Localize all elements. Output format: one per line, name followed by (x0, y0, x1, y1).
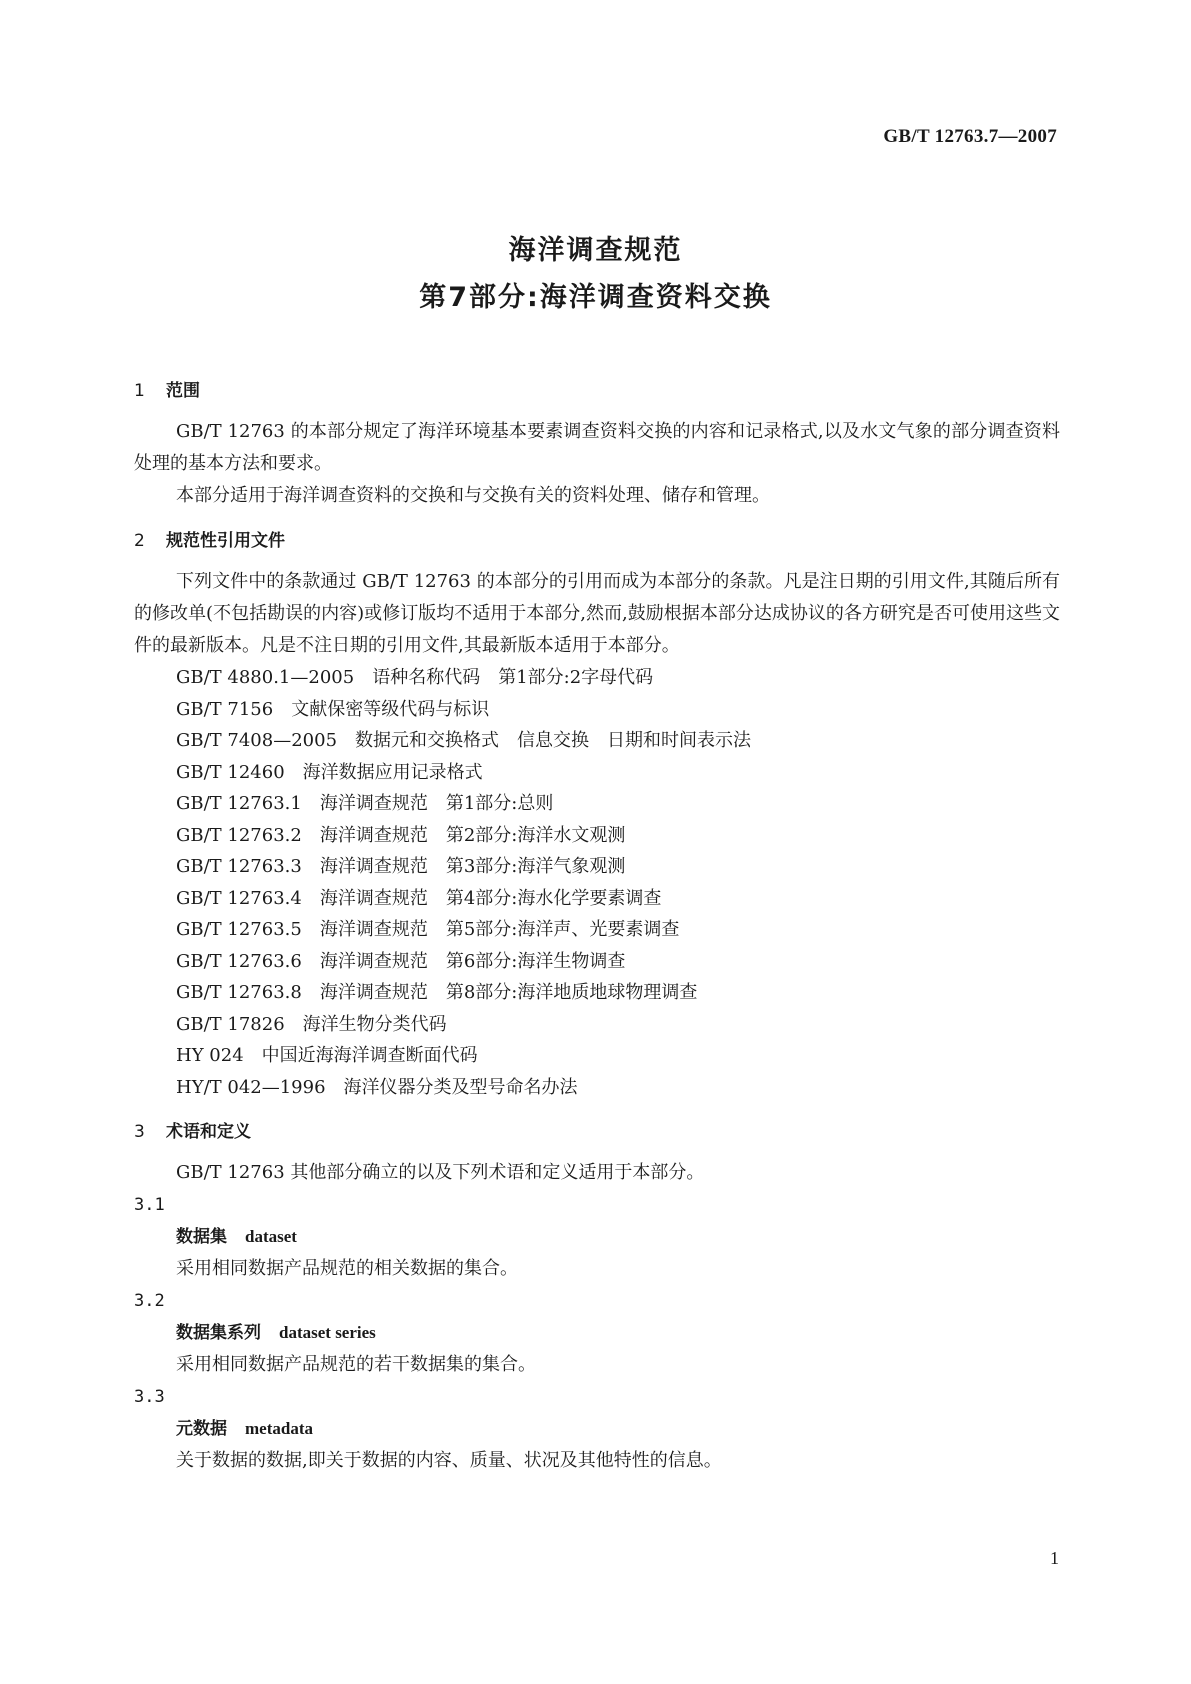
reference-code: GB/T 12763.8 (176, 982, 302, 1003)
reference-item (134, 946, 1060, 978)
reference-part: 第5部分:海洋声、光要素调查 (445, 919, 680, 940)
reference-item (134, 1009, 1060, 1041)
section-number: 1 (134, 381, 145, 401)
reference-item (134, 977, 1060, 1009)
term-number: 3.3 (134, 1387, 165, 1407)
reference-part: 第8部分:海洋地质地球物理调查 (445, 982, 698, 1003)
document-title-line2: 第7部分:海洋调查资料交换 (419, 282, 772, 313)
reference-code: GB/T 4880.1—2005 (176, 667, 355, 688)
reference-code: GB/T 12460 (176, 761, 285, 783)
term-zh: 元数据 (176, 1419, 227, 1439)
reference-code: GB/T 12763.2 (176, 824, 302, 846)
term-en: dataset (245, 1227, 297, 1246)
section-title: 术语和定义 (166, 1122, 251, 1142)
page-number: 1 (1050, 1548, 1059, 1568)
section-title: 规范性引用文件 (166, 531, 285, 551)
reference-item (134, 883, 1060, 915)
reference-code: GB/T 12763.5 (176, 919, 302, 940)
reference-item (134, 694, 1060, 726)
term-zh: 数据集系列 (176, 1323, 261, 1343)
term-en: metadata (245, 1419, 313, 1438)
section-heading-normative-references (134, 526, 1060, 556)
reference-item (134, 820, 1060, 852)
reference-part: 第1部分:总则 (445, 793, 554, 814)
reference-item (134, 788, 1060, 820)
reference-code: GB/T 17826 (176, 1013, 285, 1035)
term-number: 3.2 (134, 1291, 165, 1311)
reference-title: 海洋调查规范 (319, 982, 428, 1003)
standard-code: GB/T 12763.7—2007 (883, 126, 1057, 147)
term-en: dataset series (279, 1323, 376, 1342)
reference-title: 语种名称代码 (372, 667, 481, 688)
term-entry (134, 1413, 1060, 1445)
reference-code: GB/T 12763.6 (176, 950, 302, 972)
reference-title: 海洋调查规范 (319, 824, 428, 846)
document-body (134, 376, 1060, 1477)
reference-code: GB/T 12763.4 (176, 887, 302, 909)
reference-item (134, 1040, 1060, 1072)
reference-item (134, 1072, 1060, 1104)
term-entry (134, 1317, 1060, 1349)
reference-code: GB/T 7156 (176, 698, 274, 720)
reference-code: GB/T 12763.1 (176, 793, 302, 814)
paragraph: GB/T 12763 的本部分规定了海洋环境基本要素调查资料交换的内容和记录格式,以及水文气象的部分调查资料处理的基本方法和要求。 (134, 421, 1060, 474)
reference-title: 海洋仪器分类及型号命名办法 (343, 1076, 578, 1098)
reference-part: 信息交换 日期和时间表示法 (517, 730, 752, 751)
reference-list (134, 662, 1060, 1103)
reference-title: 海洋调查规范 (319, 919, 428, 940)
section-title: 范围 (166, 381, 200, 401)
reference-item (134, 725, 1060, 757)
term-zh: 数据集 (176, 1227, 227, 1247)
reference-item (134, 662, 1060, 694)
reference-title: 海洋调查规范 (319, 950, 428, 972)
term-entry (134, 1221, 1060, 1253)
reference-item (134, 914, 1060, 946)
reference-code: GB/T 7408—2005 (176, 730, 338, 751)
reference-part: 第4部分:海水化学要素调查 (445, 887, 662, 909)
reference-title: 海洋调查规范 (319, 856, 428, 877)
reference-title: 海洋生物分类代码 (302, 1013, 447, 1035)
reference-title: 数据元和交换格式 (355, 730, 500, 751)
reference-title: 海洋调查规范 (319, 793, 428, 814)
paragraph: 本部分适用于海洋调查资料的交换和与交换有关的资料处理、储存和管理。 (176, 485, 770, 506)
term-number: 3.1 (134, 1195, 165, 1215)
paragraph: 下列文件中的条款通过 GB/T 12763 的本部分的引用而成为本部分的条款。凡是注日期的引用文件,其随后所有的修改单(不包括勘误的内容)或修订版均不适用于本部分,然而,鼓励根据本部分达成协议的各方研究是否可使用这些文件的最新版本。凡是不注日期的引用文件,其最新版本适用于本部分。 (134, 571, 1060, 656)
term-definition: 采用相同数据产品规范的若干数据集的集合。 (176, 1354, 536, 1375)
reference-part: 第3部分:海洋气象观测 (445, 856, 626, 877)
reference-code: HY 024 (176, 1045, 244, 1066)
term-definition: 采用相同数据产品规范的相关数据的集合。 (176, 1258, 518, 1279)
reference-part: 第1部分:2字母代码 (498, 667, 654, 688)
section-heading-scope (134, 376, 1060, 406)
reference-item (134, 851, 1060, 883)
reference-title: 文献保密等级代码与标识 (291, 698, 490, 720)
paragraph: GB/T 12763 其他部分确立的以及下列术语和定义适用于本部分。 (176, 1162, 705, 1183)
reference-title: 中国近海海洋调查断面代码 (261, 1045, 478, 1066)
section-number: 2 (134, 531, 145, 551)
reference-code: HY/T 042—1996 (176, 1076, 326, 1098)
reference-title: 海洋数据应用记录格式 (302, 761, 483, 783)
reference-part: 第6部分:海洋生物调查 (445, 950, 626, 972)
reference-title: 海洋调查规范 (319, 887, 428, 909)
reference-part: 第2部分:海洋水文观测 (445, 824, 626, 846)
section-number: 3 (134, 1122, 145, 1142)
reference-item (134, 757, 1060, 789)
document-title-line1: 海洋调查规范 (508, 235, 683, 266)
section-heading-terms-definitions (134, 1117, 1060, 1147)
reference-code: GB/T 12763.3 (176, 856, 302, 877)
term-definition: 关于数据的数据,即关于数据的内容、质量、状况及其他特性的信息。 (176, 1450, 722, 1471)
